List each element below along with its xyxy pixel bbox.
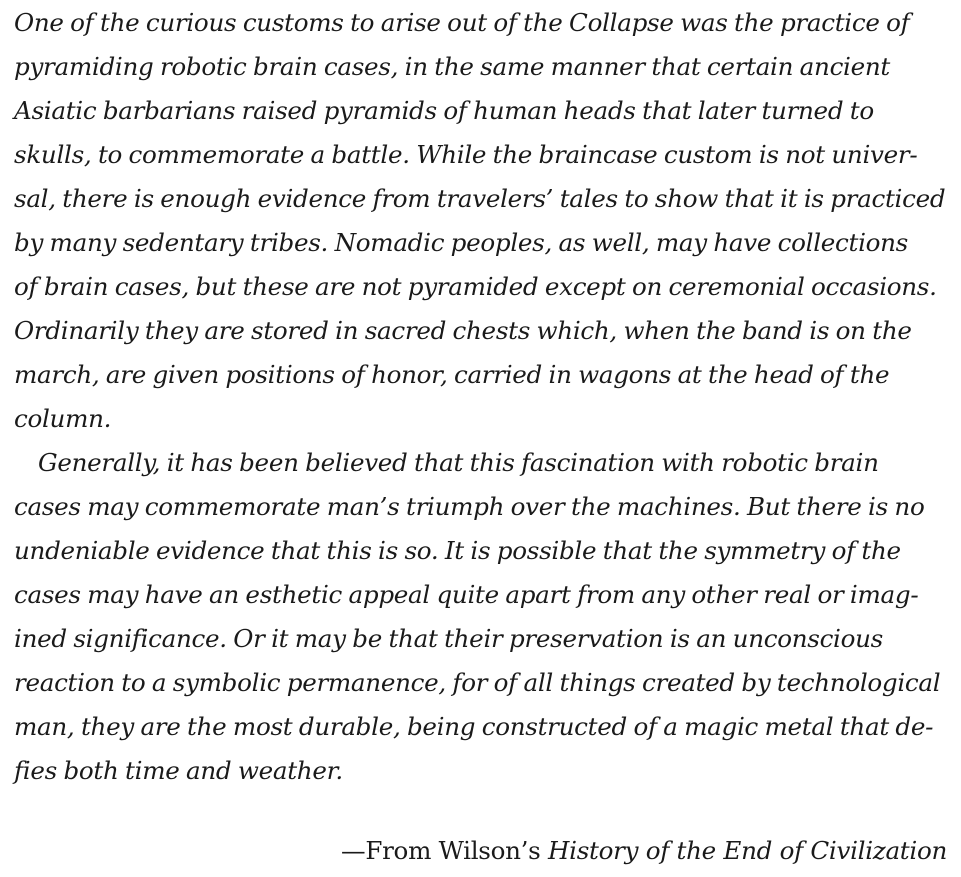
text-line: Generally, it has been believed that this fascination with robotic brain — [38, 448, 879, 477]
text-line: Asiatic barbarians raised pyramids of human heads that later turned to — [14, 96, 874, 125]
text-line: fies both time and weather. — [14, 756, 343, 785]
text-line: skulls, to commemorate a battle. While the braincase custom is not univer- — [14, 140, 918, 169]
text-line: pyramiding robotic brain cases, in the same manner that certain ancient — [14, 52, 891, 81]
attribution-book-title: History of the End of Civilization — [548, 836, 947, 865]
text-line: One of the curious customs to arise out of the Collapse was the practice of — [14, 8, 910, 37]
text-line: by many sedentary tribes. Nomadic peoples, as well, may have collections — [14, 228, 909, 257]
text-line: undeniable evidence that this is so. It is possible that the symmetry of the — [14, 536, 901, 565]
text-line: sal, there is enough evidence from travelers’ tales to show that it is practiced — [14, 184, 946, 213]
text-line: march, are given positions of honor, carried in wagons at the head of the — [14, 360, 890, 389]
text-line: reaction to a symbolic permanence, for of all things created by technological — [14, 668, 941, 697]
text-line: ined significance. Or it may be that their preservation is an unconscious — [14, 624, 883, 653]
paragraph-2 — [14, 441, 949, 793]
document-page — [14, 0, 949, 793]
attribution-prefix: —From Wilson’s — [341, 836, 549, 865]
paragraph-1 — [14, 1, 949, 441]
text-line: column. — [14, 404, 112, 433]
attribution — [341, 829, 947, 873]
text-line: Ordinarily they are stored in sacred chests which, when the band is on the — [14, 316, 912, 345]
text-line: man, they are the most durable, being constructed of a magic metal that de- — [14, 712, 934, 741]
text-line: cases may have an esthetic appeal quite apart from any other real or imag- — [14, 580, 919, 609]
text-line: of brain cases, but these are not pyramided except on ceremonial occasions. — [14, 272, 937, 301]
text-line: cases may commemorate man’s triumph over the machines. But there is no — [14, 492, 925, 521]
